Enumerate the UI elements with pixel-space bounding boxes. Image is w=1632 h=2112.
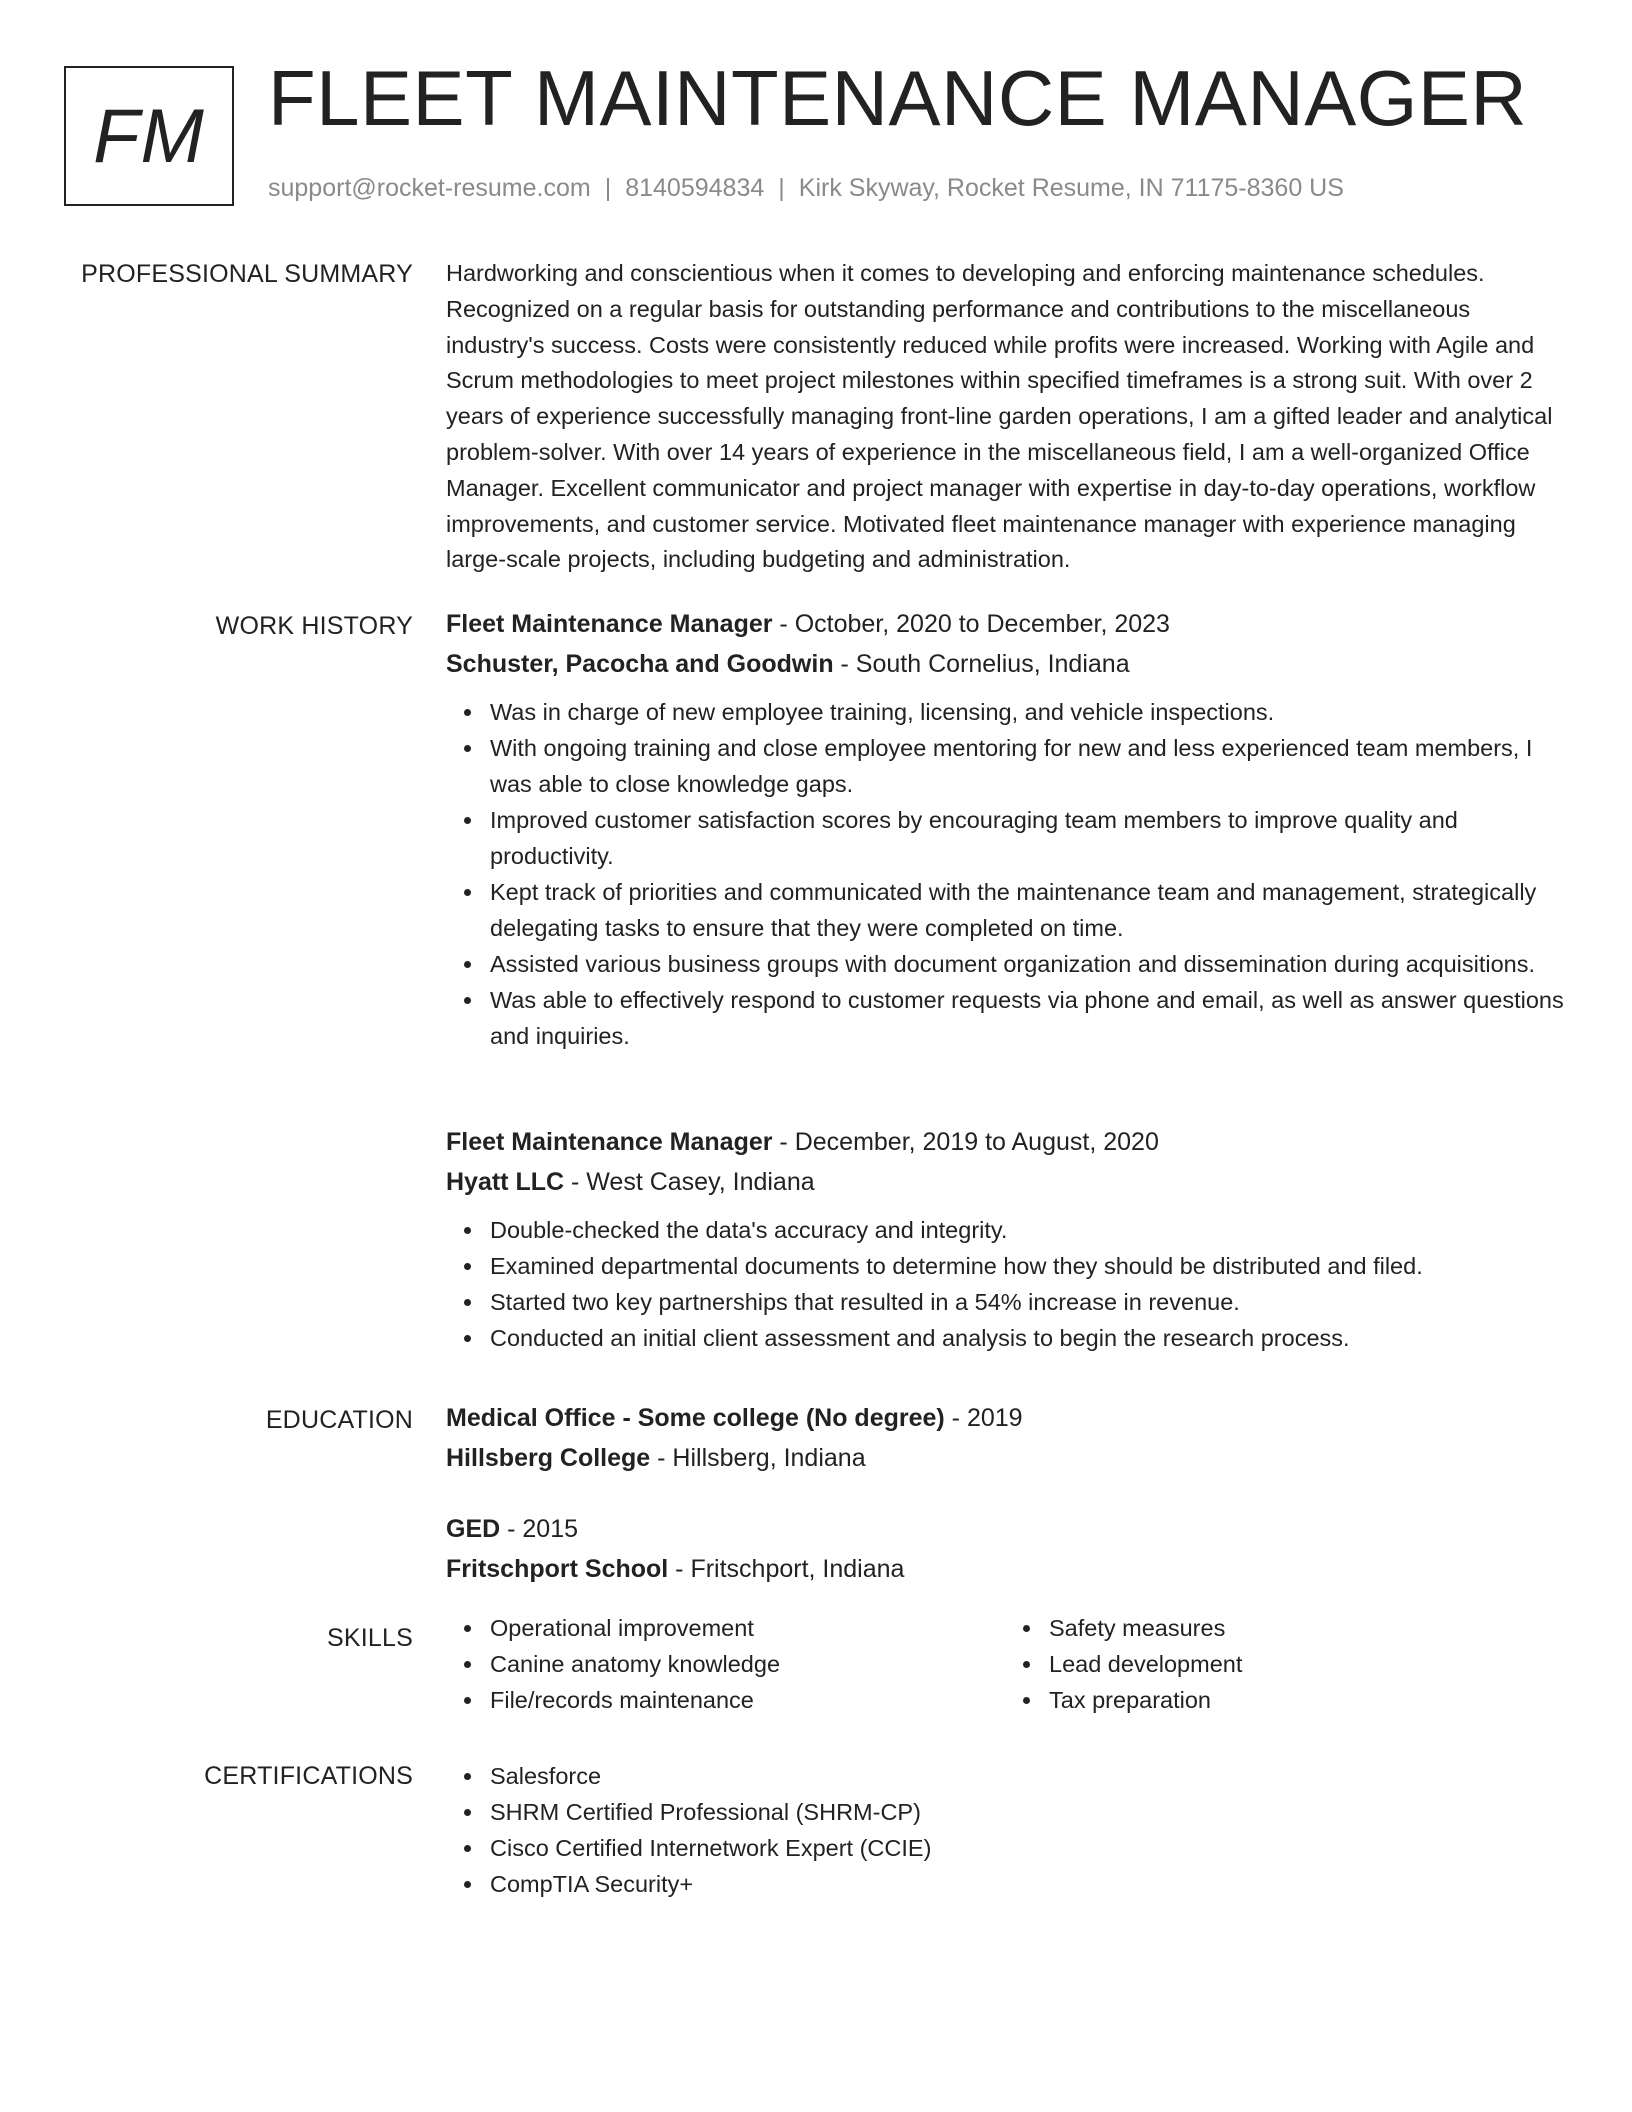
section-label-education: EDUCATION [265,1406,413,1434]
contact-phone[interactable]: 8140594834 [625,174,765,202]
section-label-work: WORK HISTORY [215,612,413,640]
monogram-logo: FM [64,66,234,206]
education-entry [446,1509,1564,1589]
education-location: - Fritschport, Indiana [668,1555,905,1583]
list-item: Kept track of priorities and communicated with the maintenance team and management, strategically delegating tasks to ensure that they were completed on time. [490,874,1564,946]
list-item: With ongoing training and close employee mentoring for new and less experienced team members, I was able to close knowledge gaps. [490,730,1564,802]
education-year: - 2015 [500,1515,579,1543]
list-item: File/records maintenance [490,1682,1005,1718]
job-location: - West Casey, Indiana [564,1168,815,1196]
contact-email[interactable]: support@rocket-resume.com [268,174,591,202]
list-item: Assisted various business groups with document organization and dissemination during acquisitions. [490,946,1564,982]
job-entry [446,604,1564,1054]
job-company-line [446,644,1564,684]
contact-separator: | [778,174,785,202]
job-dates: - October, 2020 to December, 2023 [772,610,1170,638]
list-item: Safety measures [1049,1610,1564,1646]
contact-line [268,174,1344,203]
job-title: Fleet Maintenance Manager [446,1128,773,1156]
list-item: Operational improvement [490,1610,1005,1646]
list-item: Cisco Certified Internetwork Expert (CCIE) [490,1830,1564,1866]
list-item: CompTIA Security+ [490,1866,1564,1902]
resume-title: FLEET MAINTENANCE MANAGER [268,54,1528,142]
education-school-line [446,1438,1564,1478]
education-school: Fritschport School [446,1555,669,1583]
list-item: Salesforce [490,1758,1564,1794]
job-bullets [446,1212,1564,1356]
job-dates: - December, 2019 to August, 2020 [772,1128,1159,1156]
certifications-list [446,1758,1564,1902]
job-entry [446,1122,1564,1356]
list-item: Conducted an initial client assessment and analysis to begin the research process. [490,1320,1564,1356]
list-item: Was in charge of new employee training, licensing, and vehicle inspections. [490,694,1564,730]
job-title-line [446,1122,1564,1162]
education-location: - Hillsberg, Indiana [650,1444,866,1472]
job-company: Hyatt LLC [446,1168,565,1196]
list-item: Tax preparation [1049,1682,1564,1718]
job-title-line [446,604,1564,644]
education-school: Hillsberg College [446,1444,651,1472]
education-degree-line [446,1398,1564,1438]
education-school-line [446,1549,1564,1589]
education-degree: Medical Office - Some college (No degree) [446,1404,945,1432]
skills-grid [446,1610,1564,1718]
job-company-line [446,1162,1564,1202]
skills-list-right [1005,1610,1564,1718]
education-entry [446,1398,1564,1478]
contact-address: Kirk Skyway, Rocket Resume, IN 71175-8360 US [798,174,1344,202]
list-item: Was able to effectively respond to customer requests via phone and email, as well as answer questions and inquiries. [490,982,1564,1054]
job-location: - South Cornelius, Indiana [833,650,1130,678]
job-company: Schuster, Pacocha and Goodwin [446,650,834,678]
list-item: SHRM Certified Professional (SHRM-CP) [490,1794,1564,1830]
job-bullets [446,694,1564,1054]
education-year: - 2019 [944,1404,1023,1432]
summary-text: Hardworking and conscientious when it comes to developing and enforcing maintenance schedules. Recognized on a regular basis for outstanding performance and contributions to the miscellaneous industry's success. Costs were consistently reduced while profits were increased. Working with Agile and Scrum methodologies to meet project milestones within specified timeframes is a strong suit. With over 2 years of experience successfully managing front-line garden operations, I am a gifted leader and analytical problem-solver. With over 14 years of experience in the miscellaneous field, I am a well-organized Office Manager. Excellent communicator and project manager with expertise in day-to-day operations, workflow improvements, and customer service. Motivated fleet maintenance manager with experience managing large-scale projects, including budgeting and administration. [446,260,1553,573]
list-item: Lead development [1049,1646,1564,1682]
list-item: Examined departmental documents to determine how they should be distributed and filed. [490,1248,1564,1284]
job-title: Fleet Maintenance Manager [446,610,773,638]
skills-list-left [446,1610,1005,1718]
contact-separator: | [604,174,612,202]
list-item: Improved customer satisfaction scores by encouraging team members to improve quality and productivity. [490,802,1564,874]
section-label-certifications: CERTIFICATIONS [204,1762,413,1790]
list-item: Canine anatomy knowledge [490,1646,1005,1682]
list-item: Started two key partnerships that resulted in a 54% increase in revenue. [490,1284,1564,1320]
list-item: Double-checked the data's accuracy and integrity. [490,1212,1564,1248]
education-degree: GED [446,1515,501,1543]
section-label-summary: PROFESSIONAL SUMMARY [81,260,413,288]
education-degree-line [446,1509,1564,1549]
section-label-skills: SKILLS [327,1624,413,1652]
